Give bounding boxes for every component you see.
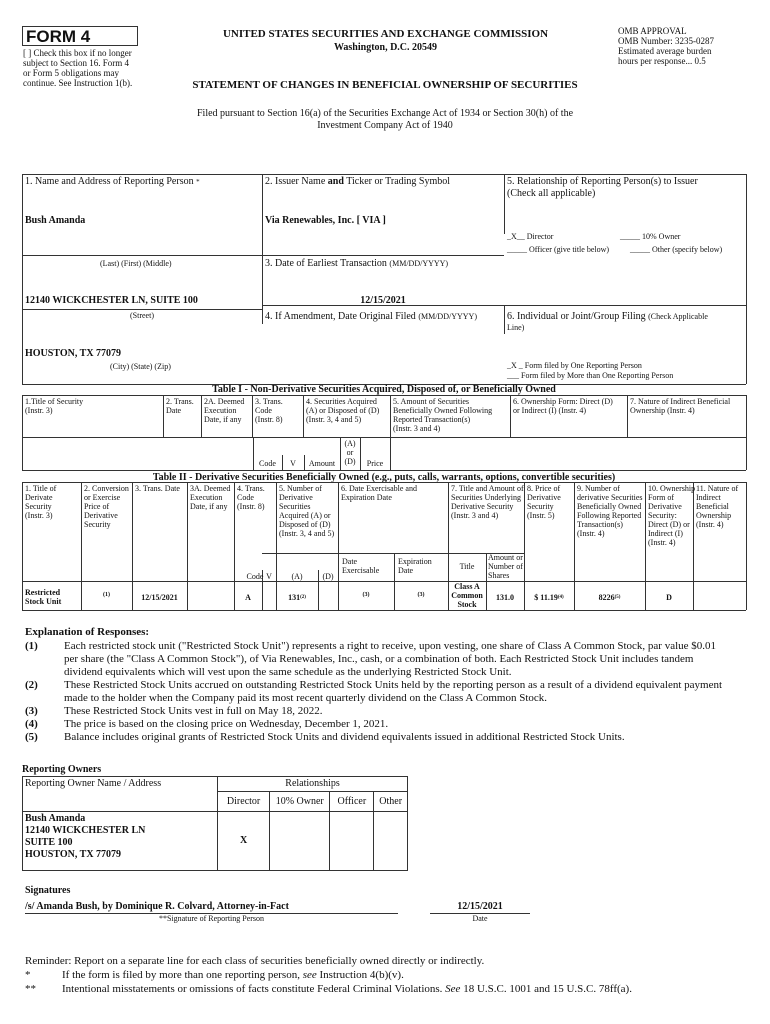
t2-col-line: Derivative Security (451, 502, 514, 511)
t1-col-trans-date (166, 397, 194, 415)
explanation-item (25, 640, 745, 679)
t2-col-line: Disposed of (D) (279, 520, 331, 529)
ro-header-row (23, 777, 408, 792)
explanation-number: (5) (25, 731, 38, 743)
t2-col-line: 10. Ownership (648, 484, 696, 493)
filed-pursuant-line: Filed pursuant to Section 16(a) of the Securities Exchange Act of 1934 or Section 30(h) of the (196, 108, 574, 119)
t1-sub-v: V (290, 459, 296, 468)
t2-sub-line: Date (342, 557, 358, 566)
t2-sub-v: V (266, 572, 272, 581)
filed-pursuant (100, 108, 670, 132)
omb-line: OMB APPROVAL (618, 26, 687, 36)
t1-col-line: Date, if any (204, 415, 242, 424)
ro-owner-cell (23, 812, 218, 871)
t2-col-line: Form of (648, 493, 674, 502)
box6-label (507, 311, 743, 332)
t2-col-line: Expiration Date (341, 493, 392, 502)
t2-col-line: or Exercise (84, 493, 121, 502)
ro-owner-other (374, 812, 408, 871)
box2-label-post: Ticker or Trading Symbol (346, 176, 451, 187)
t1-col-line: 4. Securities Acquired (306, 397, 377, 406)
t2-col-line: Derivative (648, 502, 682, 511)
footer-star-mark: * (25, 969, 31, 981)
t2-col-conversion (84, 484, 129, 529)
ro-col-name (23, 777, 218, 812)
omb-line: OMB Number: 3235-0287 (618, 36, 714, 46)
checkbox-note-line: subject to Section 16. Form 4 (23, 58, 129, 68)
ro-owner-line: HOUSTON, TX 77079 (25, 849, 122, 860)
explanation-number: (2) (25, 679, 38, 691)
t2-col-trans-code (237, 484, 265, 511)
t2-sub-date-exercisable (342, 557, 379, 575)
ro-col-name-text: Reporting Owner Name / Address (25, 778, 162, 789)
footer-dstar-mark: ** (25, 983, 36, 995)
t2-sub-amount (488, 553, 523, 580)
reporting-person-street: 12140 WICKCHESTER LN, SUITE 100 (25, 295, 198, 306)
explanation-line: per share (the "Class A Common Stock"), of Via Renewables, Inc., cash, or a combination of both. Each Restricted Stock Unit includes tandem (64, 653, 694, 665)
t2-col-trans-date (135, 484, 180, 493)
table2-title: Table II - Derivative Securities Beneficially Owned (e.g., puts, calls, warrants, options, convertible securities) (152, 472, 616, 483)
t1-sub-amount: Amount (308, 459, 336, 468)
relationship-officer[interactable]: _____ Officer (give title below) (507, 245, 610, 254)
t2-sub-d: (D) (322, 572, 334, 581)
t2-row-title (25, 588, 61, 606)
t2-col-line: Security (527, 502, 554, 511)
form-title: FORM 4 (26, 27, 91, 46)
reporting-owners-table (22, 776, 408, 871)
t2-sub-a: (A) (291, 572, 303, 581)
t2-col-line: Transaction(s) (577, 520, 623, 529)
t2-row-acquired (276, 593, 318, 602)
t2-col-nature (696, 484, 738, 529)
filing-option-one[interactable]: _X _ Form filed by One Reporting Person (507, 361, 642, 370)
explanation-item (25, 731, 745, 744)
footer-dstar-see: See (445, 983, 461, 995)
t2-col-line: 8. Price of (527, 484, 561, 493)
t2-col-line: (Instr. 4) (648, 538, 676, 547)
t2-col-line: Ownership (696, 511, 732, 520)
filed-pursuant-line: Investment Company Act of 1940 (317, 120, 453, 131)
omb-line: hours per response... 0.5 (618, 56, 706, 66)
agency-city: Washington, D.C. 20549 (333, 42, 438, 53)
checkbox-note-line: continue. See Instruction 1(b). (23, 78, 133, 88)
checkbox-note-line[interactable]: [ ] Check this box if no longer (23, 48, 132, 58)
signature-text: /s/ Amanda Bush, by Dominique R. Colvard, Attorney-in-Fact (25, 901, 289, 912)
t2-sub-line: Expiration (398, 557, 432, 566)
t2-col-date-exercisable (341, 484, 417, 502)
t2-col-line: Execution (190, 493, 223, 502)
ro-sub-10pct: 10% Owner (270, 792, 330, 812)
t2-row-expiration[interactable]: (3) (417, 592, 425, 598)
t1-sub-aord-line: (D) (344, 457, 356, 466)
ro-sub-other: Other (374, 792, 408, 812)
t2-row-date-exercisable[interactable]: (3) (362, 592, 370, 598)
t2-row-underlying-title (448, 582, 486, 609)
explanation-number: (3) (25, 705, 38, 717)
t1-col-line: Ownership (Instr. 4) (630, 406, 695, 415)
t2-col-deemed (190, 484, 230, 511)
t2-col-line: (Instr. 8) (237, 502, 265, 511)
box6-label-note: (Check Applicable (648, 312, 708, 321)
box4-label (265, 311, 477, 323)
signature-date: 12/15/2021 (457, 901, 503, 912)
t2-sub-line: Amount or (488, 553, 523, 562)
t2-col-line: (Instr. 5) (527, 511, 555, 520)
box4-label-text: 4. If Amendment, Date Original Filed (265, 311, 416, 322)
relationship-other[interactable]: _____ Other (specify below) (630, 245, 723, 254)
t2-col-line: Security (84, 520, 111, 529)
t2-col-price (527, 484, 561, 520)
t2-sub-line: Date (398, 566, 414, 575)
t2-col-line: Date, if any (190, 502, 228, 511)
t2-col-line: Indirect (696, 493, 721, 502)
box1-label (25, 176, 200, 188)
t2-row-code: A (245, 593, 251, 602)
t2-sub-line: Shares (488, 571, 510, 580)
footer-star-post: Instruction 4(b)(v). (319, 969, 404, 981)
explanation-item (25, 705, 745, 718)
t2-row-und-line: Stock (457, 600, 477, 609)
footer-dstar-pre: Intentional misstatements or omissions of facts constitute Federal Criminal Violations. (62, 983, 443, 995)
t2-row-price-value: $ 11.19 (534, 593, 558, 602)
t2-col-line: 2. Conversion (84, 484, 129, 493)
t2-col-line: 6. Date Exercisable and (341, 484, 417, 493)
footer-star-text (62, 969, 404, 982)
t2-col-line: 4. Trans. (237, 484, 265, 493)
explanation-line: dividend equivalents which will vest upon the same schedule as the underlying Restricted Stock Unit. (64, 666, 512, 678)
t1-col-line: 5. Amount of Securities (393, 397, 469, 406)
t1-col-amount (393, 397, 492, 433)
t2-col-line: derivative Securities (577, 493, 643, 502)
t2-col-line: (Instr. 3 and 4) (451, 511, 499, 520)
t2-col-line: Securities (279, 502, 311, 511)
t2-col-line: 9. Number of (577, 484, 620, 493)
t1-col-line: Beneficially Owned Following (393, 406, 493, 415)
t1-col-line: 7. Nature of Indirect Beneficial (630, 397, 731, 406)
t2-col-line: Derivative (84, 511, 118, 520)
t1-col-ownership (513, 397, 613, 415)
footer-star-see: see (302, 969, 317, 981)
agency-name: UNITED STATES SECURITIES AND EXCHANGE COMMISSION (222, 28, 549, 40)
t2-row-price-note[interactable]: (4) (557, 595, 564, 600)
t2-sub-code-text: Code (246, 572, 264, 581)
box3-label (265, 258, 448, 270)
street-sub-label: (Street) (130, 311, 154, 320)
t2-col-line: Direct (D) or (648, 520, 690, 529)
explanation-line: These Restricted Stock Units accrued on outstanding Restricted Stock Units held by the reporting person as a result of a dividend equivalent payment (64, 679, 723, 691)
signature-date-label: Date (472, 914, 488, 923)
t2-col-line: Security: (648, 511, 677, 520)
t2-col-line: Derivative (527, 493, 561, 502)
t1-col-line: or Indirect (I) (Instr. 4) (513, 406, 587, 415)
signature-label: **Signature of Reporting Person (158, 914, 265, 923)
ro-owner-line: 12140 WICKCHESTER LN (25, 825, 146, 836)
t1-col-securities (306, 397, 379, 424)
filing-option-more[interactable]: ___ Form filed by More than One Reporting Person (507, 371, 674, 380)
t2-col-number (279, 484, 334, 538)
explanation-item (25, 679, 745, 705)
t2-row-owned (574, 593, 645, 602)
box4-label-fmt: (MM/DD/YYYY) (418, 312, 477, 321)
t2-col-line: 3. Trans. Date (135, 484, 180, 493)
box3-label-fmt: (MM/DD/YYYY) (389, 259, 449, 268)
table1-title: Table I - Non-Derivative Securities Acquired, Disposed of, or Beneficially Owned (212, 384, 556, 395)
t2-row-date: 12/15/2021 (141, 593, 178, 602)
t2-col-ownership-form (648, 484, 695, 547)
t1-col-trans-code (255, 397, 283, 424)
t2-row-acquired-note[interactable]: (2) (300, 595, 306, 600)
ro-owner-line: SUITE 100 (25, 837, 73, 848)
footer-dstar-post: 18 U.S.C. 1001 and 15 U.S.C. 78ff(a). (463, 983, 632, 995)
box2-label (265, 176, 450, 188)
t2-row-form: D (666, 593, 672, 602)
reporting-person-name: Bush Amanda (25, 215, 86, 226)
reporting-owners-title: Reporting Owners (22, 764, 102, 775)
t2-col-line: 11. Nature of (696, 484, 739, 493)
name-sub-label: (Last) (First) (Middle) (100, 259, 172, 268)
checkbox-note-line: or Form 5 obligations may (23, 68, 119, 78)
t2-col-line: Securities Underlying (451, 493, 521, 502)
t1-col-line: Reported Transaction(s) (393, 415, 471, 424)
explanation-line: These Restricted Stock Units vest in full on May 18, 2022. (64, 705, 323, 717)
issuer-name: Via Renewables, Inc. [ VIA ] (265, 215, 386, 226)
box5-label-line: 5. Relationship of Reporting Person(s) to Issuer (507, 176, 698, 187)
explanation-title: Explanation of Responses: (25, 626, 150, 638)
t1-col-line: Code (255, 406, 272, 415)
footer-star-pre: If the form is filed by more than one reporting person, (62, 969, 300, 981)
t2-row-price (524, 593, 574, 602)
footer-dstar-text (62, 983, 632, 996)
ro-owner-row (23, 812, 408, 871)
explanation-item (25, 718, 745, 731)
signatures-title: Signatures (25, 885, 71, 896)
statement-title: STATEMENT OF CHANGES IN BENEFICIAL OWNERSHIP OF SECURITIES (192, 79, 578, 91)
box3-label-text: 3. Date of Earliest Transaction (265, 258, 387, 269)
explanation-line: made to the holder when the Company paid its most recent quarterly dividend on the Class A Common Stock. (64, 692, 548, 704)
t2-col-line: Security (25, 502, 52, 511)
explanation-number: (1) (25, 640, 38, 652)
t1-col-line: (Instr. 3, 4 and 5) (306, 415, 362, 424)
box2-label-pre: 2. Issuer Name (265, 176, 326, 187)
relationship-director[interactable]: _X__ Director (507, 232, 554, 241)
t2-col-line: Beneficial (696, 502, 729, 511)
box5-label (507, 176, 743, 200)
box1-label-text: 1. Name and Address of Reporting Person (25, 176, 194, 187)
t1-col-line: 1.Title of Security (25, 397, 84, 406)
t1-sub-code: Code (259, 459, 276, 468)
earliest-transaction-date: 12/15/2021 (360, 295, 406, 306)
t2-row-und-line: Class A (454, 582, 480, 591)
reporting-person-city: HOUSTON, TX 77079 (25, 348, 122, 359)
t2-col-line: Derivative (279, 493, 313, 502)
box1-label-mark: * (196, 178, 200, 186)
t2-row-und-line: Common (451, 591, 483, 600)
box2-label-and: and (327, 176, 344, 187)
t2-col-line: (Instr. 3, 4 and 5) (279, 529, 335, 538)
explanation-line: Balance includes original grants of Restricted Stock Units and dividend equivalents issued in additional Restricted Stock Units. (64, 731, 625, 743)
t1-col-line: 3. Trans. (255, 397, 283, 406)
ro-col-relationships (218, 777, 408, 792)
t1-col-nature (630, 397, 730, 415)
t1-sub-aord (340, 439, 360, 466)
t2-col-line: 5. Number of (279, 484, 322, 493)
t1-col-line: (Instr. 8) (255, 415, 283, 424)
omb-approval (618, 26, 758, 66)
t1-col-line: (Instr. 3) (25, 406, 53, 415)
footer-reminder: Reminder: Report on a separate line for each class of securities beneficially owned directly or indirectly. (25, 955, 485, 967)
t2-col-line: 1. Title of (25, 484, 57, 493)
explanation-number: (4) (25, 718, 38, 730)
t1-col-line: 2A. Deemed (204, 397, 245, 406)
t2-sub-line: Exercisable (342, 566, 380, 575)
t2-col-line: Code (237, 493, 254, 502)
t2-col-line: Acquired (A) or (279, 511, 331, 520)
ro-sub-officer: Officer (330, 792, 374, 812)
t1-col-line: Date (166, 406, 182, 415)
t2-col-line: Derivate (25, 493, 53, 502)
t2-row-title-line: Stock Unit (25, 597, 62, 606)
relationship-10pct-owner[interactable]: _____ 10% Owner (620, 232, 681, 241)
box5-label-line: (Check all applicable) (507, 188, 596, 199)
omb-line: Estimated average burden (618, 46, 712, 56)
box6-label-line2: Line) (507, 323, 525, 332)
t2-col-line: (Instr. 4) (577, 529, 605, 538)
t1-col-line: Execution (204, 406, 237, 415)
box6-label-text: 6. Individual or Joint/Group Filing (507, 311, 646, 322)
explanation-line: The price is based on the closing price on Wednesday, December 1, 2021. (64, 718, 389, 730)
t1-col-title (25, 397, 83, 415)
t2-col-underlying (451, 484, 524, 520)
ro-owner-line: Bush Amanda (25, 813, 86, 824)
t1-sub-aord-line: or (346, 448, 354, 457)
ro-col-rel-text: Relationships (285, 778, 340, 789)
checkbox-note (23, 48, 163, 88)
t2-col-line: Price of (84, 502, 110, 511)
ro-sub-director: Director (218, 792, 270, 812)
ro-owner-10pct (270, 812, 330, 871)
t1-col-line: (Instr. 3 and 4) (393, 424, 441, 433)
explanation-list (25, 640, 745, 744)
t2-sub-line: Number of (488, 562, 523, 571)
t1-col-line: (A) or Disposed of (D) (306, 406, 380, 415)
t2-col-owned (577, 484, 643, 538)
t2-col-title (25, 484, 56, 520)
city-sub-label: (City) (State) (Zip) (110, 362, 171, 371)
t1-sub-price: Price (366, 459, 384, 468)
t1-sub-aord-line: (A) (344, 439, 356, 448)
form-title-box (22, 26, 138, 46)
t1-col-line: 6. Ownership Form: Direct (D) (513, 397, 613, 406)
t2-row-owned-value: 8226 (598, 593, 615, 602)
ro-owner-director: X (218, 812, 270, 871)
t2-row-owned-note[interactable]: (5) (614, 595, 621, 600)
t2-col-line: Following Reported (577, 511, 642, 520)
t2-col-line: 3A. Deemed (190, 484, 231, 493)
t2-row-conversion-note[interactable]: (1) (103, 592, 110, 598)
t2-col-line: 7. Title and Amount of (451, 484, 524, 493)
ro-owner-officer (330, 812, 374, 871)
t1-col-deemed (204, 397, 244, 424)
t2-row-acquired-value: 131 (288, 593, 301, 602)
t2-row-title-line: Restricted (25, 588, 61, 597)
t2-sub-expiration (398, 557, 432, 575)
explanation-line: Each restricted stock unit ("Restricted Stock Unit") represents a right to receive, upon vesting, one share of Class A Common Stock, par value $0.01 (64, 640, 717, 652)
t2-col-line: (Instr. 4) (696, 520, 724, 529)
t2-col-line: Beneficially Owned (577, 502, 642, 511)
t2-col-line: (Instr. 3) (25, 511, 53, 520)
t2-sub-title: Title (459, 562, 475, 571)
t2-col-line: Indirect (I) (648, 529, 683, 538)
t2-row-underlying-amount: 131.0 (496, 593, 514, 602)
t1-col-line: 2. Trans. (166, 397, 194, 406)
